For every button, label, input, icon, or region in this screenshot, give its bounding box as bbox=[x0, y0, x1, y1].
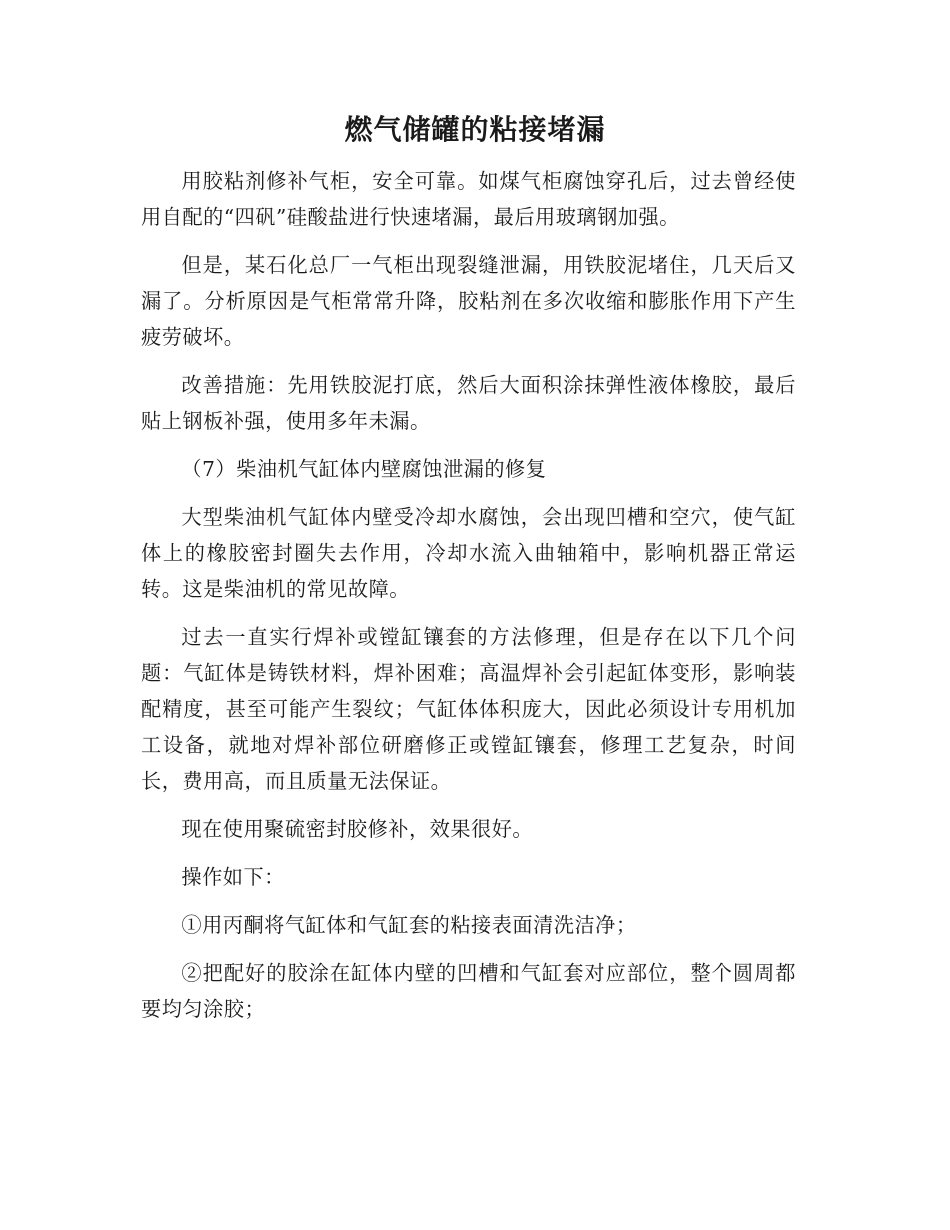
paragraph-operation-steps-intro: 操作如下： bbox=[181, 865, 285, 889]
paragraph-crack-leak-case: 但是，某石化总厂一气柜出现裂缝泄漏，用铁胶泥堵住，几天后又漏了。分析原因是气柜常常升降，胶粘剂在多次收缩和膨胀作用下产生疲劳破坏。 bbox=[141, 253, 796, 349]
list-item-step-2: ②把配好的胶涂在缸体内壁的凹槽和气缸套对应部位，整个圆周都要均匀涂胶； bbox=[141, 961, 796, 1021]
paragraph-cylinder-corrosion: 大型柴油机气缸体内壁受冷却水腐蚀，会出现凹槽和空穴，使气缸体上的橡胶密封圈失去作用，冷却水流入曲轴箱中，影响机器正常运转。这是柴油机的常见故障。 bbox=[141, 505, 796, 601]
list-item-step-1: ①用丙酮将气缸体和气缸套的粘接表面清洗洁净； bbox=[181, 913, 637, 937]
paragraph-polysulfide-sealant: 现在使用聚硫密封胶修补，效果很好。 bbox=[181, 817, 534, 841]
document-title: 燃气储罐的粘接堵漏 bbox=[344, 113, 606, 146]
document-body bbox=[141, 163, 796, 1039]
paragraph-old-repair-problems: 过去一直实行焊补或镗缸镶套的方法修理，但是存在以下几个问题：气缸体是铸铁材料，焊补困难；高温焊补会引起缸体变形，影响装配精度，甚至可能产生裂纹；气缸体体积庞大，因此必须设计专用机加工设备，就地对焊补部位研磨修正或镗缸镶套，修理工艺复杂，时间长，费用高，而且质量无法保证。 bbox=[141, 625, 796, 793]
section-heading-diesel-cylinder: （7）柴油机气缸体内壁腐蚀泄漏的修复 bbox=[181, 457, 547, 481]
paragraph-gas-holder-intro: 用胶粘剂修补气柜，安全可靠。如煤气柜腐蚀穿孔后，过去曾经使用自配的“四矾”硅酸盐进行快速堵漏，最后用玻璃钢加强。 bbox=[141, 169, 796, 229]
paragraph-improvement-measures: 改善措施：先用铁胶泥打底，然后大面积涂抹弹性液体橡胶，最后贴上钢板补强，使用多年未漏。 bbox=[141, 373, 796, 433]
